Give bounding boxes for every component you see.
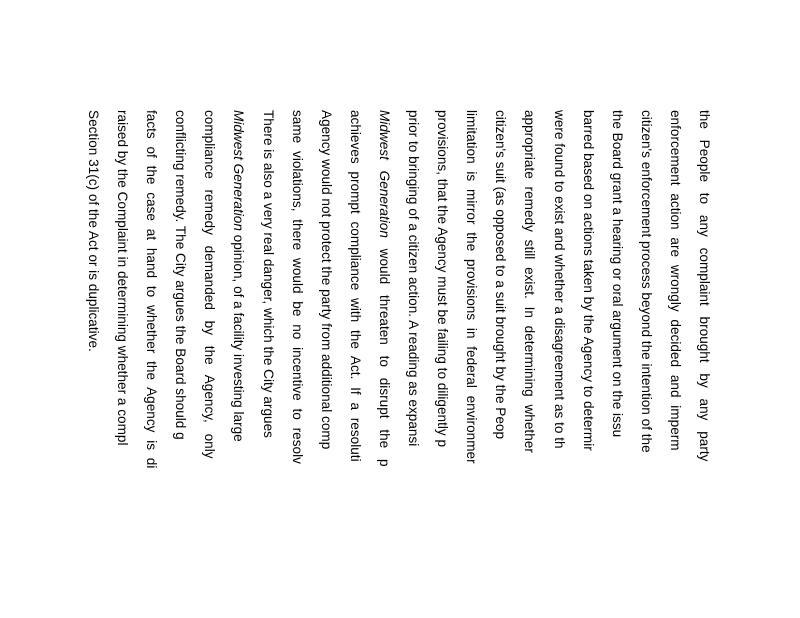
text-line: conflicting remedy. The City argues the Board should g — [173, 110, 189, 440]
text-line: appropriate remedy still exist. In determining whether — [522, 110, 538, 453]
text-line: provisions, that the Agency must be failing to diligently p — [435, 110, 451, 448]
text-line-rest: opinion, of a facility investing large — [231, 234, 247, 442]
text-line: prior to bringing of a citizen action. A reading as expansi — [406, 110, 422, 447]
text-line: Section 31(c) of the Act or is duplicative. — [86, 110, 102, 352]
text-line — [370, 110, 399, 618]
case-name-italic: Midwest Generation — [231, 110, 247, 231]
text-line: barred based on actions taken by the Agency to determir — [580, 110, 596, 451]
text-line: There is also a very real danger, which the City argues — [260, 110, 276, 438]
text-line: the People to any complaint brought by any party — [697, 110, 712, 462]
text-line: the Board grant a hearing or oral argument on the issu — [609, 110, 625, 438]
text-line: citizen's enforcement process beyond the intention of the — [638, 110, 654, 453]
text-line: facts of the case at hand to whether the Agency is di — [144, 110, 160, 469]
text-line: compliance remedy demanded by the Agency, only — [202, 110, 218, 459]
text-line: citizen's suit (as opposed to a suit brought by the Peop — [493, 110, 509, 440]
text-line: same violations, there would be no incentive to resolv — [289, 110, 305, 464]
rotated-text-block — [79, 110, 719, 618]
text-line: Agency would not protect the party from additional comp — [318, 110, 334, 450]
text-line: limitation is mirror the provisions in federal environmer — [464, 110, 480, 464]
case-name-italic: Midwest Generation — [376, 110, 392, 238]
text-line: achieves prompt compliance with the Act. If a resoluti — [347, 110, 363, 462]
text-line: raised by the Complaint in determining whether a compl — [115, 110, 131, 446]
text-line: enforcement action are wrongly decided and imperm — [667, 110, 683, 451]
text-line — [224, 110, 253, 618]
text-line-rest: would threaten to disrupt the p — [376, 248, 392, 467]
text-line: were found to exist and whether a disagreement as to th — [551, 110, 567, 449]
